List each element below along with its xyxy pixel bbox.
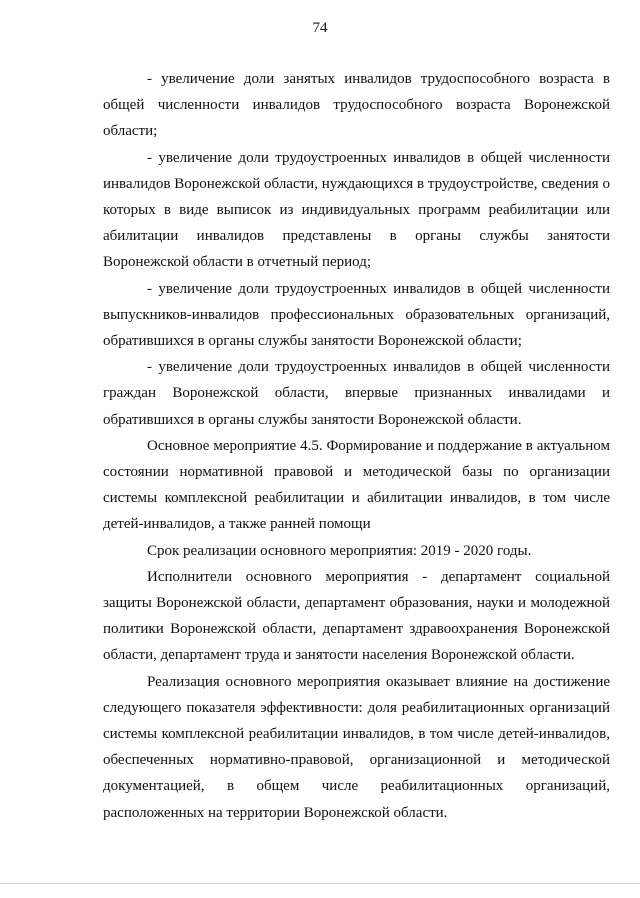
- paragraph-implementation-period: Срок реализации основного мероприятия: 2019 - 2020 годы.: [147, 542, 532, 559]
- page-number: 74: [312, 20, 328, 36]
- paragraph-main-activity-4-5: Основное мероприятие 4.5. Формирование и поддержание в актуальном состоянии нормативной правовой и методической базы по организации системы комплексной реабилитации и абилитации инвалидов, в том числе детей-инвалидов, а также ранней помощи: [103, 437, 610, 533]
- paragraph-employed-first-recognized: - увеличение доли трудоустроенных инвалидов в общей численности граждан Воронежской области, впервые признанных инвалидами и обратившихся в органы службы занятости Воронежской области.: [103, 359, 610, 428]
- bottom-rule: [0, 883, 640, 884]
- paragraph-executors: Исполнители основного мероприятия - департамент социальной защиты Воронежской области, департамент образования, науки и молодежной политики Воронежской области, департамент здравоохранения Воронежской области, департамент труда и занятости населения Воронежской области.: [103, 568, 610, 664]
- paragraph-employed-graduates: - увеличение доли трудоустроенных инвалидов в общей численности выпускников-инвалидов профессиональных образовательных организаций, обратившихся в органы службы занятости Воронежской области;: [103, 280, 610, 350]
- document-body: [103, 66, 610, 826]
- paragraph-employed-disabled: - увеличение доли занятых инвалидов трудоспособного возраста в общей численности инвалидов трудоспособного возраста Воронежской области;: [103, 71, 610, 140]
- paragraph-efficiency-indicator: Реализация основного мероприятия оказывает влияние на достижение следующего показателя эффективности: доля реабилитационных организаций системы комплексной реабилитации инвалидов, в том числе детей-инвалидов, обеспеченных нормативно-правовой, организационной и методической документацией, в общем числе реабилитационных организаций, расположенных на территории Воронежской области.: [103, 673, 610, 821]
- paragraph-employed-ipr-disabled: - увеличение доли трудоустроенных инвалидов в общей численности инвалидов Воронежской области, нуждающихся в трудоустройстве, сведения о которых в виде выписок из индивидуальных программ реабилитации или абилитации инвалидов представлены в органы службы занятости Воронежской области в отчетный период;: [103, 149, 610, 271]
